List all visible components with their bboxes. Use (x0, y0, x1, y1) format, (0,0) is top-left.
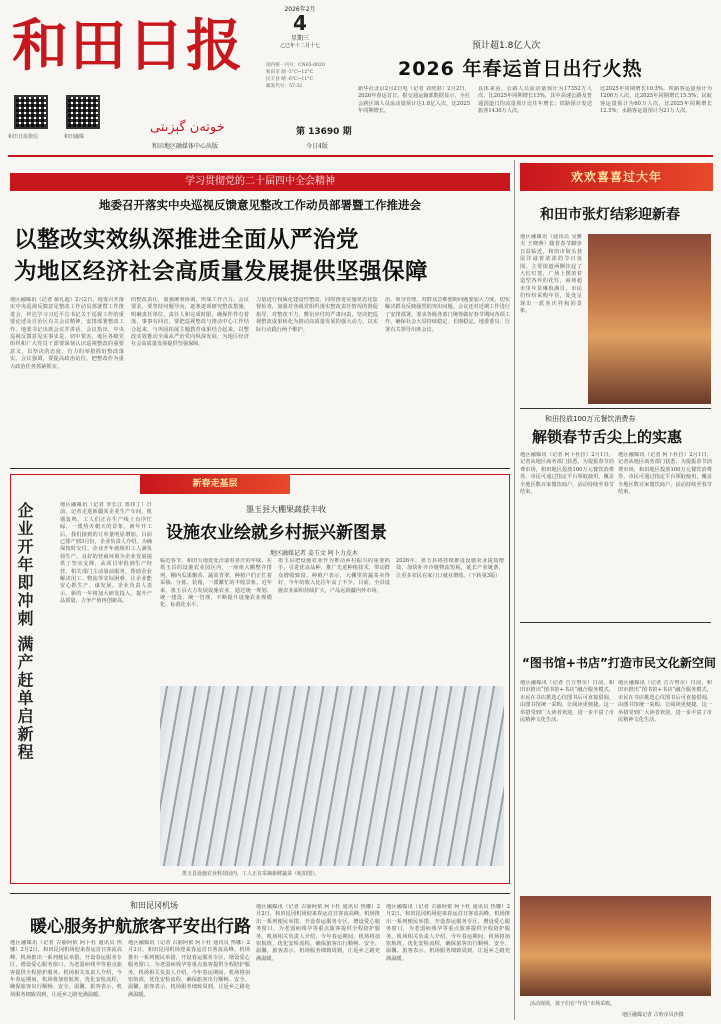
lead-subhead: 地委召开落实中央巡视反馈意见整改工作动员部署暨工作推进会 (99, 198, 421, 212)
center-photo-caption: 墨玉县设施农业科技园内，工人正在采摘新鲜蔬菜（航拍图）。 (182, 871, 320, 877)
new-year-mini-banner: 新春走基层 (140, 474, 290, 494)
center-body-3: 2026年，墨玉县将持续推进设施农业提质增效，加快补齐冷链物流短板，延长产业链条，让更多农民在家门口就业增收。（下转第3版） (396, 558, 504, 579)
left-col-body: 地区融媒讯（记者 李长江 郑伟丁）日前，记者走进新疆某企业生产车间，机器轰鸣，工人们正在生产线上有序忙碌，一派热火朝天的景象。新年开工后，我们接到的订单量明显增加，目前已排产到3月份，企业负责人介绍，为确保按时交付，企业开年就组织工人满负荷生产。良好的营商环境为企业发展提供了坚实支撑，从项目审批到生产经营，相关部门主动靠前服务，帮助企业解决用工、物流等实际困难，让企业能安心抓生产、谋发展。企业负责人表示，新的一年将加大研发投入，提升产品质量，力争产值再创新高。 (60, 502, 152, 605)
divider-bottom (10, 893, 510, 894)
right-story-1-headline[interactable]: 和田市张灯结彩迎新春 (540, 207, 680, 223)
date-year-month: 2026年2月 (284, 6, 316, 13)
divider-right-1 (520, 408, 711, 409)
center-body-2: 墨玉县把设施农业作为推动乡村振兴的重要抓手，引进优良品种，推广先进种植技术，带动群众增收致富。种植户表示，大棚里的蔬菜卖得好，今年的收入比往年高了不少。目前，全县设施农业面积持续扩大，产品远销疆内外市场。 (278, 558, 390, 594)
bottom-body-2: 地区融媒讯（记者 古丽阿依 阿卜杜 通讯员 热娜）2月2日，和田昆冈机场迎来春运首日客流高峰。机场推出一系列便民举措，开设春运服务专区，增设爱心服务窗口，为老弱病残孕等重点旅客提供全程陪护服务。机场相关负责人介绍，今年春运期间，机场将加密航班，优化安检流程，确保旅客出行顺畅、安全、温馨。旅客表示，机场服务细致周到，让返乡之路充满温暖。 (128, 940, 250, 998)
theme-banner: 学习贯彻党的二十届四中全会精神 (10, 173, 510, 191)
right-story-2-kicker: 和田投放100万元餐饮消费券 (545, 415, 636, 423)
masthead-rule (8, 155, 713, 157)
postal-code: 邮发代号：57-32 (266, 84, 303, 89)
lead-body-2: 的整改责任，加强统筹协调，形成工作合力。会议要求，要坚持问题导向，逐条逐项研究整改措施，明确责任单位、责任人和完成时限，确保件件有着落、事事有回音。要把巡视整改与推动中心工作结合起来，与巩固拓展主题教育成果结合起来，以整改实效推动全面从严治党向纵深发展，为地区经济社会高质量发展提供坚强保障。 (131, 297, 249, 348)
market-photo (520, 896, 711, 996)
publisher: 和田地区融媒体中心出版 (152, 143, 219, 150)
weather-2: 民丰县 晴 -6°C~11°C (266, 77, 314, 82)
right-story-3-headline[interactable]: “图书馆+书店”打造市民文化新空间 (522, 656, 716, 670)
lead-body-1: 地区融媒讯（记者 郝礼超）2月2日，地委召开落实中央巡视反馈意见整改工作动员部署暨工作推进会，传达学习习近平总书记关于巡视工作的重要论述及自治区有关会议精神，安排部署整改工作。地委书记出席会议并讲话。会议指出，中央巡视反馈意见实事求是、切中要害，地区各级党组织和广大党员干部要深刻认识巡视整改的重要意义，以坚决的态度、有力的举措抓好整改落实。会议强调，要提高政治站位，把整改作为重大政治任务抓紧抓实。 (10, 297, 124, 370)
right-story-2-body-b: 地区融媒讯（记者 阿卜杜拉）2月1日，记者从地区商务部门获悉，为提振春节消费市场，和田地区投放100万元餐饮消费券，市民可通过指定平台领取使用，覆盖全地区数百家餐饮商户，活动持续至春节结束。 (618, 452, 712, 496)
weather-1: 和田市 晴 -5°C~12°C (266, 70, 314, 75)
lantern-photo (588, 234, 711, 404)
column-divider (514, 160, 515, 1020)
center-headline[interactable]: 设施农业绘就乡村振兴新图景 (166, 523, 387, 543)
bottom-headline[interactable]: 暖心服务护航旅客平安出行路 (30, 917, 251, 937)
right-story-1-body: 地区融媒讯（通讯员 吴雅夫 王晓燕）随着春节脚步日益临近，和田市街头巷尾洋溢着浓浓的节日氛围。主要街道两侧挂起了大红灯笼，广场上摆放着造型各异的花灯，商场超市里年货琳琅满目，市民们纷纷采购年货，处处呈现出一派喜庆祥和的景象。 (520, 234, 582, 315)
divider-right-2 (520, 622, 711, 623)
top-story-col-3: 比2025年同期增长10.3%。铁路客运量预计为1200万人次，比2025年同期增长15.5%；民航客运量预计为60万人次，比2025年同期增长12.5%；水路客运量预计为21万人次。 (600, 86, 712, 115)
date-day: 4 (293, 11, 307, 35)
center-body-1: 临近春节，和田大地处处洋溢着喜庆的年味。在墨玉县的设施农业园区内，一座座大棚整齐排列，棚内瓜果飘香、蔬菜青翠，种植户们正忙着采摘、分拣、装箱，一派繁忙的丰收景象。近年来，墨玉县大力发展设施农业，通过统一规划、统一建设、统一管理，不断提升设施农业规模化、标准化水平。 (160, 558, 272, 609)
right-story-2-headline[interactable]: 解锁春节舌尖上的实惠 (532, 428, 683, 446)
center-kicker: 墨玉县大棚果蔬获丰收 (246, 505, 326, 514)
masthead-uyghur: خوتەن گېزىتى (150, 120, 225, 135)
masthead-info (266, 62, 336, 90)
top-story-headline[interactable]: 2026 年春运首日出行火热 (398, 58, 643, 80)
lead-headline-2[interactable]: 为地区经济社会高质量发展提供坚强保障 (14, 259, 429, 285)
qr-label-1: 和田日报微信 (8, 134, 39, 140)
qr-label-2: 和田融媒 (64, 134, 85, 140)
top-story-kicker: 预计超1.8亿人次 (472, 41, 541, 51)
issue-line: 国内统一刊号：CN65-0020 (266, 63, 325, 68)
bottom-body-1: 地区融媒讯（记者 古丽阿依 阿卜杜 通讯员 热娜）2月2日，和田昆冈机场迎来春运首日客流高峰。机场推出一系列便民举措，开设春运服务专区，增设爱心服务窗口，为老弱病残孕等重点旅客提供全程陪护服务。机场相关负责人介绍，今年春运期间，机场将加密航班，优化安检流程，确保旅客出行顺畅、安全、温馨。旅客表示，机场服务细致周到，让返乡之路充满温暖。 (10, 940, 122, 998)
right-story-3-body: 地区融媒讯（记者 吉力努尔）日前，和田市推出“图书馆+书店”融合服务模式，市民在书店挑选心仪图书后可直接借阅，由图书馆统一采购，让阅读更便捷。这一举措受到广大读者欢迎，进一步丰富了市民精神文化生活。 (520, 680, 614, 724)
lead-headline-1[interactable]: 以整改实效纵深推进全面从严治党 (14, 227, 360, 253)
date-weekday: 星期三 (290, 35, 309, 42)
bottom-kicker: 和田昆冈机场 (130, 901, 178, 910)
top-story-col-1: 新华社北京2月2日电（记者 刘奕湛）2月2日，2026年春运首日。据交通运输部数据显示，全社会跨区域人员流动量预计达1.8亿人次，比2025年同期增长。 (358, 86, 470, 115)
qr-code-wechat[interactable] (14, 95, 48, 129)
center-byline: 地区融媒记者 姜玉文 阿卜力克木 (270, 550, 358, 557)
vertical-headline[interactable]: 企业开年即冲刺 满产赶单启新程 (15, 502, 34, 762)
festival-banner: 欢欢喜喜过大年 (520, 163, 713, 191)
issue-number: 第 13690 期 (296, 127, 352, 137)
divider-lead (10, 468, 510, 469)
masthead-title: 和田日报 (12, 13, 244, 79)
date-block (280, 4, 320, 49)
lead-body-3: 力量进行权威化建设性整改，同时推进实施常态化监督检查，加强对各级党组织落实整改责任情况的督促指导，对整改不力、敷衍应付的严肃问责，坚决把巡视整改成果转化为推动高质量发展的强大动力，以实际行动践行两个维护。 (256, 297, 378, 333)
bottom-body-4: 地区融媒讯（记者 古丽阿依 阿卜杜 通讯员 热娜）2月2日，和田昆冈机场迎来春运首日客流高峰。机场推出一系列便民举措，开设春运服务专区，增设爱心服务窗口，为老弱病残孕等重点旅客提供全程陪护服务。机场相关负责人介绍，今年春运期间，机场将加密航班，优化安检流程，确保旅客出行顺畅、安全、温馨。旅客表示，机场服务细致周到，让返乡之路充满温暖。 (386, 904, 510, 962)
right-photo-credit: 地区融媒记者 古哈尔贝沙摄 (622, 1012, 684, 1018)
bottom-body-3: 地区融媒讯（记者 古丽阿依 阿卜杜 通讯员 热娜）2月2日，和田昆冈机场迎来春运首日客流高峰。机场推出一系列便民举措，开设春运服务专区，增设爱心服务窗口，为老弱病残孕等重点旅客提供全程陪护服务。机场相关负责人介绍，今年春运期间，机场将加密航班，优化安检流程，确保旅客出行顺畅、安全、温馨。旅客表示，机场服务细致周到，让返乡之路充满温暖。 (256, 904, 380, 962)
right-photo-caption: 活动现场，孩子们在“年货”市场采购。 (530, 1001, 616, 1007)
page-count: 今日4版 (306, 143, 328, 150)
right-story-3-body-b: 地区融媒讯（记者 吉力努尔）日前，和田市推出“图书馆+书店”融合服务模式，市民在书店挑选心仪图书后可直接借阅，由图书馆统一采购，让阅读更便捷。这一举措受到广大读者欢迎，进一步丰富了市民精神文化生活。 (618, 680, 712, 724)
greenhouse-photo (160, 686, 504, 866)
qr-code-app[interactable] (66, 95, 100, 129)
top-story-col-2: 具体来看，公路人员流动量预计为17352万人次，比2025年同期增长13%，其中高速公路及普通国道日均流量预计比往年增长；铁路预计发送旅客1430万人次。 (478, 86, 592, 115)
lead-body-4: 治、领导管理，对群众急难愁盼问题要加大力度，切实解决群众反映强烈的突出问题。会议还对近期工作进行了安排部署，要求各级各部门统筹做好春节期间各项工作，确保社会大局持续稳定、长期稳定。地委委员、行署有关领导出席会议。 (385, 297, 510, 333)
right-story-2-body: 地区融媒讯（记者 阿卜杜拉）2月1日，记者从地区商务部门获悉，为提振春节消费市场，和田地区投放100万元餐饮消费券，市民可通过指定平台领取使用，覆盖全地区数百家餐饮商户，活动持续至春节结束。 (520, 452, 614, 496)
date-lunar: 乙巳年十二月十七 (280, 43, 321, 49)
